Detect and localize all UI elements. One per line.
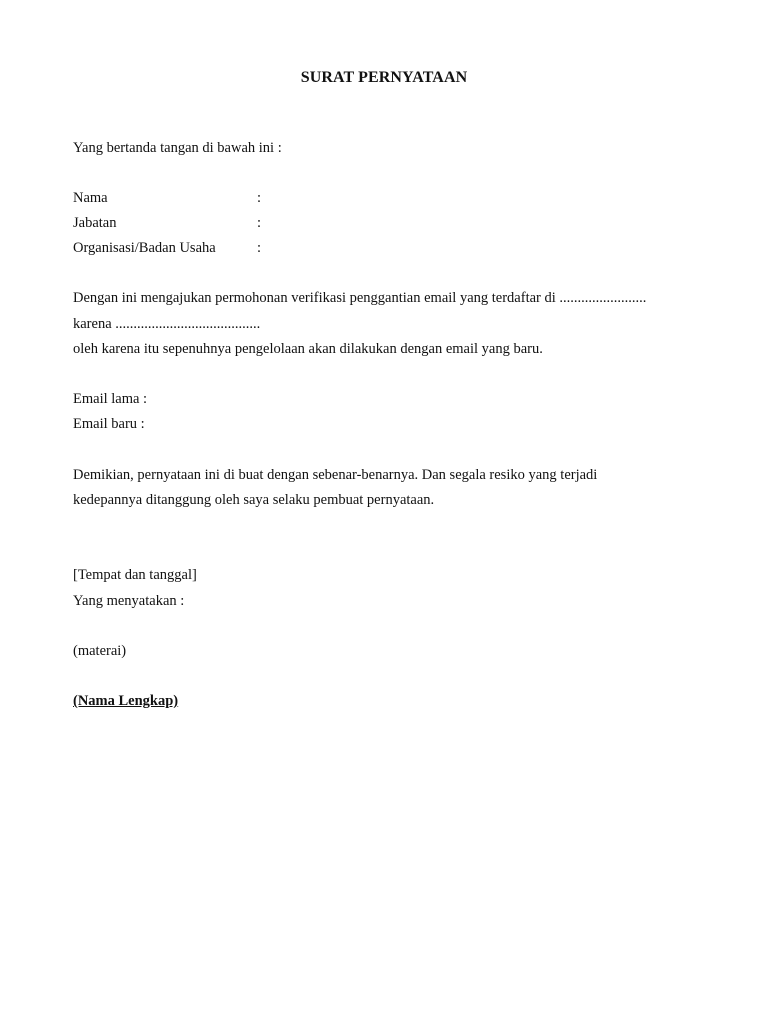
email-new: Email baru :	[73, 416, 145, 432]
email-old: Email lama :	[73, 391, 148, 407]
document-title: SURAT PERNYATAAN	[300, 69, 468, 86]
closing-line-1: Demikian, pernyataan ini di buat dengan sebenar-benarnya. Dan segala resiko yang terjadi	[73, 467, 598, 483]
field-name	[73, 189, 261, 207]
request-line-2: karena ........................................	[73, 316, 261, 332]
full-name: (Nama Lengkap)	[73, 693, 179, 709]
field-organization	[73, 239, 261, 257]
closing-line-2: kedepannya ditanggung oleh saya selaku pembuat pernyataan.	[73, 492, 435, 508]
field-position-separator: :	[257, 215, 262, 231]
field-position	[73, 214, 261, 232]
place-date: [Tempat dan tanggal]	[73, 567, 197, 583]
field-organization-label: Organisasi/Badan Usaha	[73, 240, 216, 256]
stamp-placeholder: (materai)	[73, 643, 127, 659]
field-organization-separator: :	[257, 240, 262, 256]
declarant-label: Yang menyatakan :	[73, 593, 185, 609]
request-line-3: oleh karena itu sepenuhnya pengelolaan akan dilakukan dengan email yang baru.	[73, 341, 543, 357]
request-line-1: Dengan ini mengajukan permohonan verifikasi penggantian email yang terdaftar di ........................	[73, 290, 647, 306]
intro-text: Yang bertanda tangan di bawah ini :	[73, 140, 282, 156]
field-name-label: Nama	[73, 190, 108, 206]
field-position-label: Jabatan	[73, 215, 117, 231]
field-name-separator: :	[257, 190, 262, 206]
